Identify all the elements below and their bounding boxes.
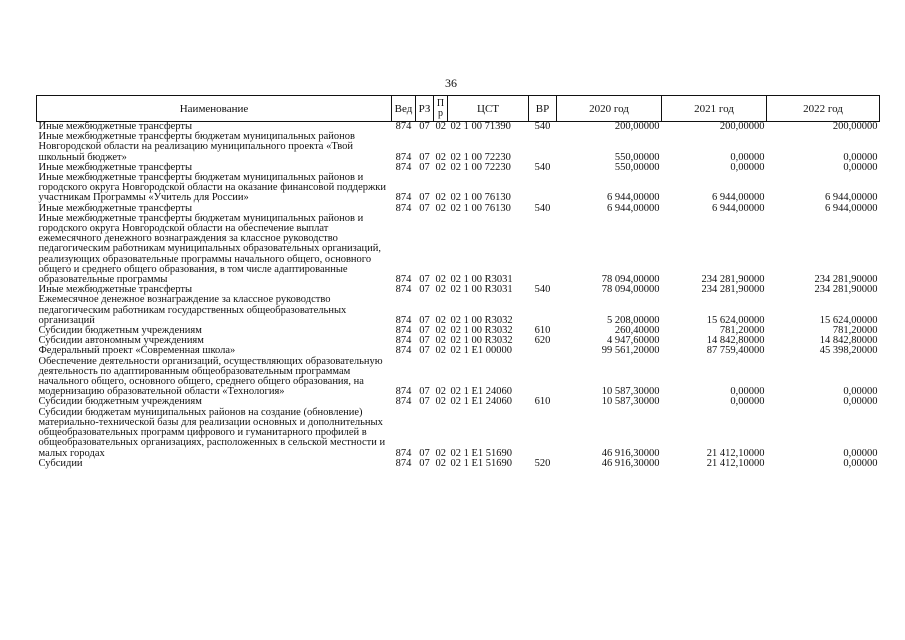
header-pr-line2: р xyxy=(438,107,443,119)
row-vr xyxy=(529,295,557,326)
row-rz: 07 xyxy=(419,314,430,326)
row-cst: 02 1 E1 24060 xyxy=(450,396,513,408)
row-2021: 234 281,90000 xyxy=(701,274,765,286)
row-vr xyxy=(529,346,557,356)
row-ved: 874 xyxy=(395,457,412,469)
row-2022: 0,00000 xyxy=(843,161,878,173)
row-vr: 520 xyxy=(534,457,551,469)
row-cst: 02 1 00 R3032 xyxy=(450,335,513,347)
row-ved: 874 xyxy=(395,447,412,459)
row-2022: 781,20000 xyxy=(832,325,878,337)
header-cst: ЦСТ xyxy=(448,96,529,122)
row-name: Субсидии xyxy=(38,457,83,469)
row-2021: 0,00000 xyxy=(730,386,765,398)
row-cst: 02 1 E1 00000 xyxy=(450,345,513,357)
row-vr xyxy=(529,173,557,204)
table-header xyxy=(37,96,880,122)
row-pr: 02 xyxy=(435,457,446,469)
row-rz: 07 xyxy=(419,335,430,347)
row-rz: 07 xyxy=(419,121,430,132)
row-rz: 07 xyxy=(419,386,430,398)
row-2022: 0,00000 xyxy=(843,151,878,163)
row-2020: 550,00000 xyxy=(614,161,660,173)
row-pr: 02 xyxy=(435,314,446,326)
row-2021: 6 944,00000 xyxy=(712,192,765,204)
table-row xyxy=(37,357,880,398)
row-2021: 87 759,40000 xyxy=(706,345,765,357)
row-vr: 610 xyxy=(534,396,551,408)
row-cst: 02 1 E1 51690 xyxy=(450,457,513,469)
table-row xyxy=(37,459,880,469)
page-number: 36 xyxy=(445,76,457,90)
row-name: Иные межбюджетные трансферты xyxy=(38,284,193,296)
row-pr: 02 xyxy=(435,161,446,173)
budget-table xyxy=(36,95,880,469)
row-pr: 02 xyxy=(435,151,446,163)
row-ved: 874 xyxy=(395,345,412,357)
row-vr: 540 xyxy=(534,161,551,173)
row-pr: 02 xyxy=(435,345,446,357)
row-2021: 0,00000 xyxy=(730,161,765,173)
row-ved: 874 xyxy=(395,396,412,408)
row-pr: 02 xyxy=(435,274,446,286)
row-ved: 874 xyxy=(395,202,412,214)
row-2022: 6 944,00000 xyxy=(825,192,878,204)
row-rz: 07 xyxy=(419,192,430,204)
row-2020: 200,00000 xyxy=(614,121,660,132)
row-rz: 07 xyxy=(419,345,430,357)
row-ved: 874 xyxy=(395,274,412,286)
header-pr xyxy=(434,96,448,122)
row-2022: 14 842,80000 xyxy=(819,335,878,347)
row-name: Субсидии бюджетным учреждениям xyxy=(38,325,202,337)
row-name: Иные межбюджетные трансферты бюджетам муниципальных районов и городского округа Новгородской области на оказание финансовой поддержки участникам Программы «Учитель для России» xyxy=(38,172,386,204)
row-name: Иные межбюджетные трансферты бюджетам муниципальных районов Новгородской области на реализацию муниципального проекта «Твой школьный бюджет» xyxy=(38,131,356,163)
row-2022: 234 281,90000 xyxy=(814,284,878,296)
row-vr xyxy=(529,357,557,398)
row-pr: 02 xyxy=(435,121,446,132)
table-row xyxy=(37,173,880,204)
row-ved: 874 xyxy=(395,314,412,326)
row-rz: 07 xyxy=(419,396,430,408)
row-ved: 874 xyxy=(395,386,412,398)
row-ved: 874 xyxy=(395,151,412,163)
row-vr: 540 xyxy=(534,284,551,296)
row-2020: 78 094,00000 xyxy=(601,284,660,296)
row-2020: 550,00000 xyxy=(614,151,660,163)
row-2022: 200,00000 xyxy=(832,121,878,132)
row-2021: 0,00000 xyxy=(730,151,765,163)
row-2020: 4 947,60000 xyxy=(607,335,660,347)
header-name: Наименование xyxy=(37,96,392,122)
row-rz: 07 xyxy=(419,447,430,459)
row-vr: 620 xyxy=(534,335,551,347)
header-2020: 2020 год xyxy=(557,96,662,122)
row-cst: 02 1 00 R3031 xyxy=(450,274,513,286)
row-2020: 6 944,00000 xyxy=(607,192,660,204)
row-rz: 07 xyxy=(419,274,430,286)
table-row xyxy=(37,295,880,326)
row-rz: 07 xyxy=(419,151,430,163)
row-pr: 02 xyxy=(435,396,446,408)
row-ved: 874 xyxy=(395,121,412,132)
row-2022: 0,00000 xyxy=(843,447,878,459)
row-name: Иные межбюджетные трансферты xyxy=(38,121,193,132)
row-cst: 02 1 E1 51690 xyxy=(450,447,513,459)
row-2020: 78 094,00000 xyxy=(601,274,660,286)
header-vr: ВР xyxy=(529,96,557,122)
row-2020: 6 944,00000 xyxy=(607,202,660,214)
row-name: Ежемесячное денежное вознаграждение за классное руководство педагогическим работникам государственных общеобразовательных организаций xyxy=(38,294,347,326)
row-vr xyxy=(529,408,557,459)
row-2022: 234 281,90000 xyxy=(814,274,878,286)
row-cst: 02 1 E1 24060 xyxy=(450,386,513,398)
row-vr: 540 xyxy=(534,121,551,132)
row-2021: 21 412,10000 xyxy=(706,447,765,459)
header-rz: РЗ xyxy=(416,96,434,122)
row-2021: 15 624,00000 xyxy=(706,314,765,326)
row-ved: 874 xyxy=(395,161,412,173)
row-rz: 07 xyxy=(419,325,430,337)
row-2022: 0,00000 xyxy=(843,457,878,469)
row-rz: 07 xyxy=(419,161,430,173)
row-2022: 0,00000 xyxy=(843,396,878,408)
row-name: Обеспечение деятельности организаций, осуществляющих образовательную деятельность по адаптированным общеобразовательным программам начального общего, основного общего, среднего общего образования, на модернизацию образовательной области «Технология» xyxy=(38,355,383,398)
row-pr: 02 xyxy=(435,447,446,459)
row-2020: 10 587,30000 xyxy=(601,386,660,398)
row-2021: 21 412,10000 xyxy=(706,457,765,469)
row-2020: 5 208,00000 xyxy=(607,314,660,326)
row-cst: 02 1 00 R3032 xyxy=(450,314,513,326)
row-vr xyxy=(529,214,557,285)
row-2021: 6 944,00000 xyxy=(712,202,765,214)
header-ved: Вед xyxy=(392,96,416,122)
row-cst: 02 1 00 R3031 xyxy=(450,284,513,296)
header-pr-line1: П xyxy=(436,97,445,109)
row-2022: 6 944,00000 xyxy=(825,202,878,214)
row-cst: 02 1 00 72230 xyxy=(450,151,511,163)
row-name: Иные межбюджетные трансферты бюджетам муниципальных районов и городского округа Новгородской области на обеспечение выплат ежемесячного денежного вознаграждения за классное руководство педагогическим работникам муниципальных образовательных организаций, реализующих образовательные программы начального общего, основного общего и среднего общего образования, в том числе адаптированные образовательные программы xyxy=(38,212,381,286)
row-pr: 02 xyxy=(435,202,446,214)
row-ved: 874 xyxy=(395,325,412,337)
row-2021: 200,00000 xyxy=(719,121,765,132)
row-name: Субсидии бюджетам муниципальных районов на создание (обновление) материально-технической базы для реализации основных и дополнительных общеобразовательных программ цифрового и гуманитарного профилей в общеобразовательных организациях, расположенных в сельской местности и малых городах xyxy=(38,406,386,459)
row-cst: 02 1 00 76130 xyxy=(450,192,511,204)
row-name: Иные межбюджетные трансферты xyxy=(38,161,193,173)
row-cst: 02 1 00 72230 xyxy=(450,161,511,173)
table-row xyxy=(37,408,880,459)
row-2020: 10 587,30000 xyxy=(601,396,660,408)
row-name: Иные межбюджетные трансферты xyxy=(38,202,193,214)
row-2022: 45 398,20000 xyxy=(819,345,878,357)
row-name: Федеральный проект «Современная школа» xyxy=(38,345,236,357)
row-name: Субсидии автономным учреждениям xyxy=(38,335,204,347)
row-2022: 0,00000 xyxy=(843,386,878,398)
row-rz: 07 xyxy=(419,284,430,296)
row-ved: 874 xyxy=(395,192,412,204)
header-2021: 2021 год xyxy=(662,96,767,122)
row-cst: 02 1 00 76130 xyxy=(450,202,511,214)
row-2020: 99 561,20000 xyxy=(601,345,660,357)
table-row xyxy=(37,132,880,163)
row-2022: 15 624,00000 xyxy=(819,314,878,326)
row-2021: 0,00000 xyxy=(730,396,765,408)
table-body xyxy=(37,122,880,469)
row-pr: 02 xyxy=(435,386,446,398)
table-row xyxy=(37,214,880,285)
row-2021: 14 842,80000 xyxy=(706,335,765,347)
row-pr: 02 xyxy=(435,284,446,296)
row-ved: 874 xyxy=(395,284,412,296)
row-vr: 610 xyxy=(534,325,551,337)
row-rz: 07 xyxy=(419,457,430,469)
row-2021: 234 281,90000 xyxy=(701,284,765,296)
row-vr: 540 xyxy=(534,202,551,214)
row-2020: 46 916,30000 xyxy=(601,457,660,469)
row-vr xyxy=(529,132,557,163)
row-cst: 02 1 00 71390 xyxy=(450,121,511,132)
row-ved: 874 xyxy=(395,335,412,347)
row-pr: 02 xyxy=(435,335,446,347)
row-2020: 46 916,30000 xyxy=(601,447,660,459)
row-pr: 02 xyxy=(435,192,446,204)
row-2020: 260,40000 xyxy=(614,325,660,337)
row-cst: 02 1 00 R3032 xyxy=(450,325,513,337)
row-2021: 781,20000 xyxy=(719,325,765,337)
header-2022: 2022 год xyxy=(767,96,880,122)
row-name: Субсидии бюджетным учреждениям xyxy=(38,396,202,408)
row-rz: 07 xyxy=(419,202,430,214)
row-pr: 02 xyxy=(435,325,446,337)
